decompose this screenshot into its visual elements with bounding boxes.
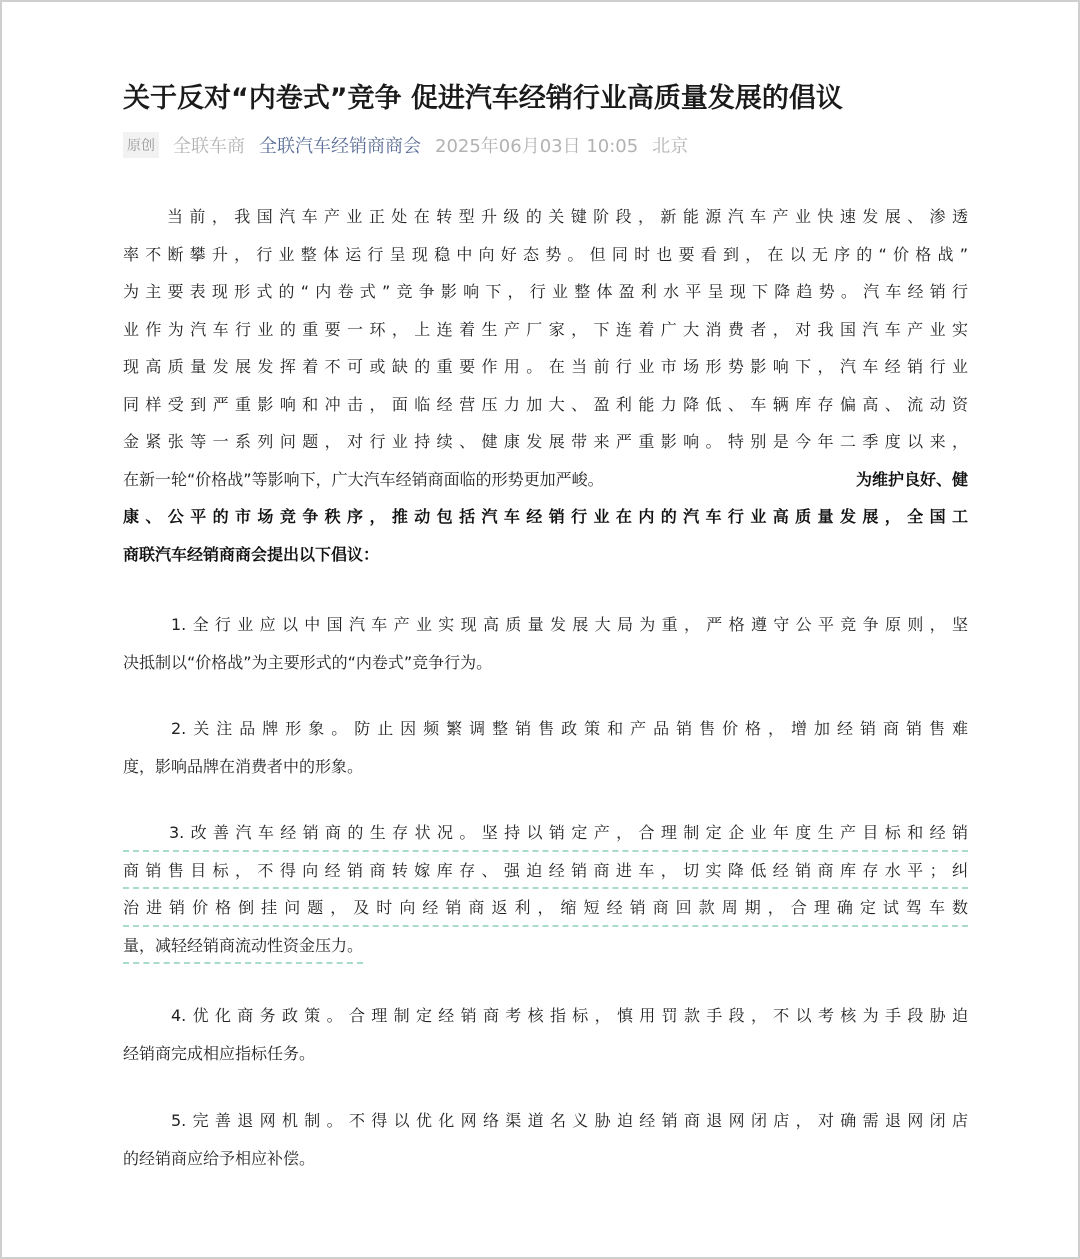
text-line: 决抵制以“价格战”为主要形式的“内卷式”竞争行为。 — [123, 652, 493, 672]
account-link[interactable]: 全联汽车经销商商会 — [259, 136, 421, 157]
underlined-text-line: 商销售目标，不得向经销商转嫁库存、强迫经销商进车，切实降低经销商库存水平；纠 — [123, 852, 968, 890]
article-meta — [123, 132, 702, 158]
text-line-wrap — [123, 814, 968, 852]
text-line: 的经销商应给予相应补偿。 — [123, 1148, 316, 1168]
underlined-text-line: 治进销价格倒挂问题，及时向经销商返利，缩短经销商回款周期，合理确定试驾车数 — [123, 889, 968, 927]
text-line: 现高质量发展发挥着不可或缺的重要作用。在当前行业市场形势影响下，汽车经销行业 — [123, 357, 968, 376]
text-line: 1.全行业应以中国汽车产业实现高质量发展大局为重，严格遵守公平竞争原则，坚 — [171, 615, 968, 634]
text-line: 率不断攀升，行业整体运行呈现稳中向好态势。但同时也要看到，在以无序的“价格战” — [123, 244, 968, 264]
text-line-bold: 商联汽车经销商商会提出以下倡议： — [123, 544, 380, 564]
text-line-wrap — [123, 889, 968, 927]
location: 北京 — [652, 136, 689, 157]
item-1 — [123, 606, 968, 681]
item-3 — [123, 814, 968, 964]
text-line: 度，影响品牌在消费者中的形象。 — [123, 756, 364, 776]
underlined-text-line: 3.改善汽车经销商的生存状况。坚持以销定产，合理制定企业年度生产目标和经销 — [123, 814, 968, 852]
article-title: 关于反对“内卷式”竞争 促进汽车经销行业高质量发展的倡议 — [123, 83, 843, 114]
text-line-bold: 康、公平的市场竞争秩序，推动包括汽车经销行业在内的汽车行业高质量发展，全国工 — [123, 507, 968, 526]
text-bold: 为维护良好、健 — [855, 469, 968, 489]
intro-paragraph — [123, 198, 968, 573]
text-line: 业作为汽车行业的重要一环，上连着生产厂家，下连着广大消费者，对我国汽车产业实 — [123, 319, 968, 339]
text-line: 2.关注品牌形象。防止因频繁调整销售政策和产品销售价格，增加经销商销售难 — [171, 719, 968, 738]
text-line — [123, 461, 968, 499]
text-line: 5.完善退网机制。不得以优化网络渠道名义胁迫经销商退网闭店，对确需退网闭店 — [171, 1111, 968, 1130]
text-line: 同样受到严重影响和冲击，面临经营压力加大、盈利能力降低、车辆库存偏高、流动资 — [123, 394, 968, 414]
text-line: 经销商完成相应指标任务。 — [123, 1043, 316, 1063]
item-4 — [123, 997, 968, 1072]
author: 全联车商 — [173, 136, 245, 157]
item-2 — [123, 710, 968, 785]
text-line: 金紧张等一系列问题，对行业持续、健康发展带来严重影响。特别是今年二季度以来， — [123, 432, 968, 451]
original-badge: 原创 — [123, 132, 159, 158]
publish-datetime: 2025年06月03日 10:05 — [435, 136, 639, 157]
underlined-text-line: 量，减轻经销商流动性资金压力。 — [123, 927, 363, 965]
text-line-wrap — [123, 852, 968, 890]
text-line: 当前，我国汽车产业正处在转型升级的关键阶段，新能源汽车产业快速发展、渗透 — [167, 207, 968, 226]
text-line: 4.优化商务政策。合理制定经销商考核指标，慎用罚款手段，不以考核为手段胁迫 — [171, 1006, 968, 1025]
text-line: 为主要表现形式的“内卷式”竞争影响下，行业整体盈利水平呈现下降趋势。汽车经销行 — [123, 282, 968, 301]
text-normal: 在新一轮“价格战”等影响下，广大汽车经销商面临的形势更加严峻。 — [123, 469, 604, 489]
text-line-wrap — [123, 927, 968, 965]
item-5 — [123, 1102, 968, 1177]
